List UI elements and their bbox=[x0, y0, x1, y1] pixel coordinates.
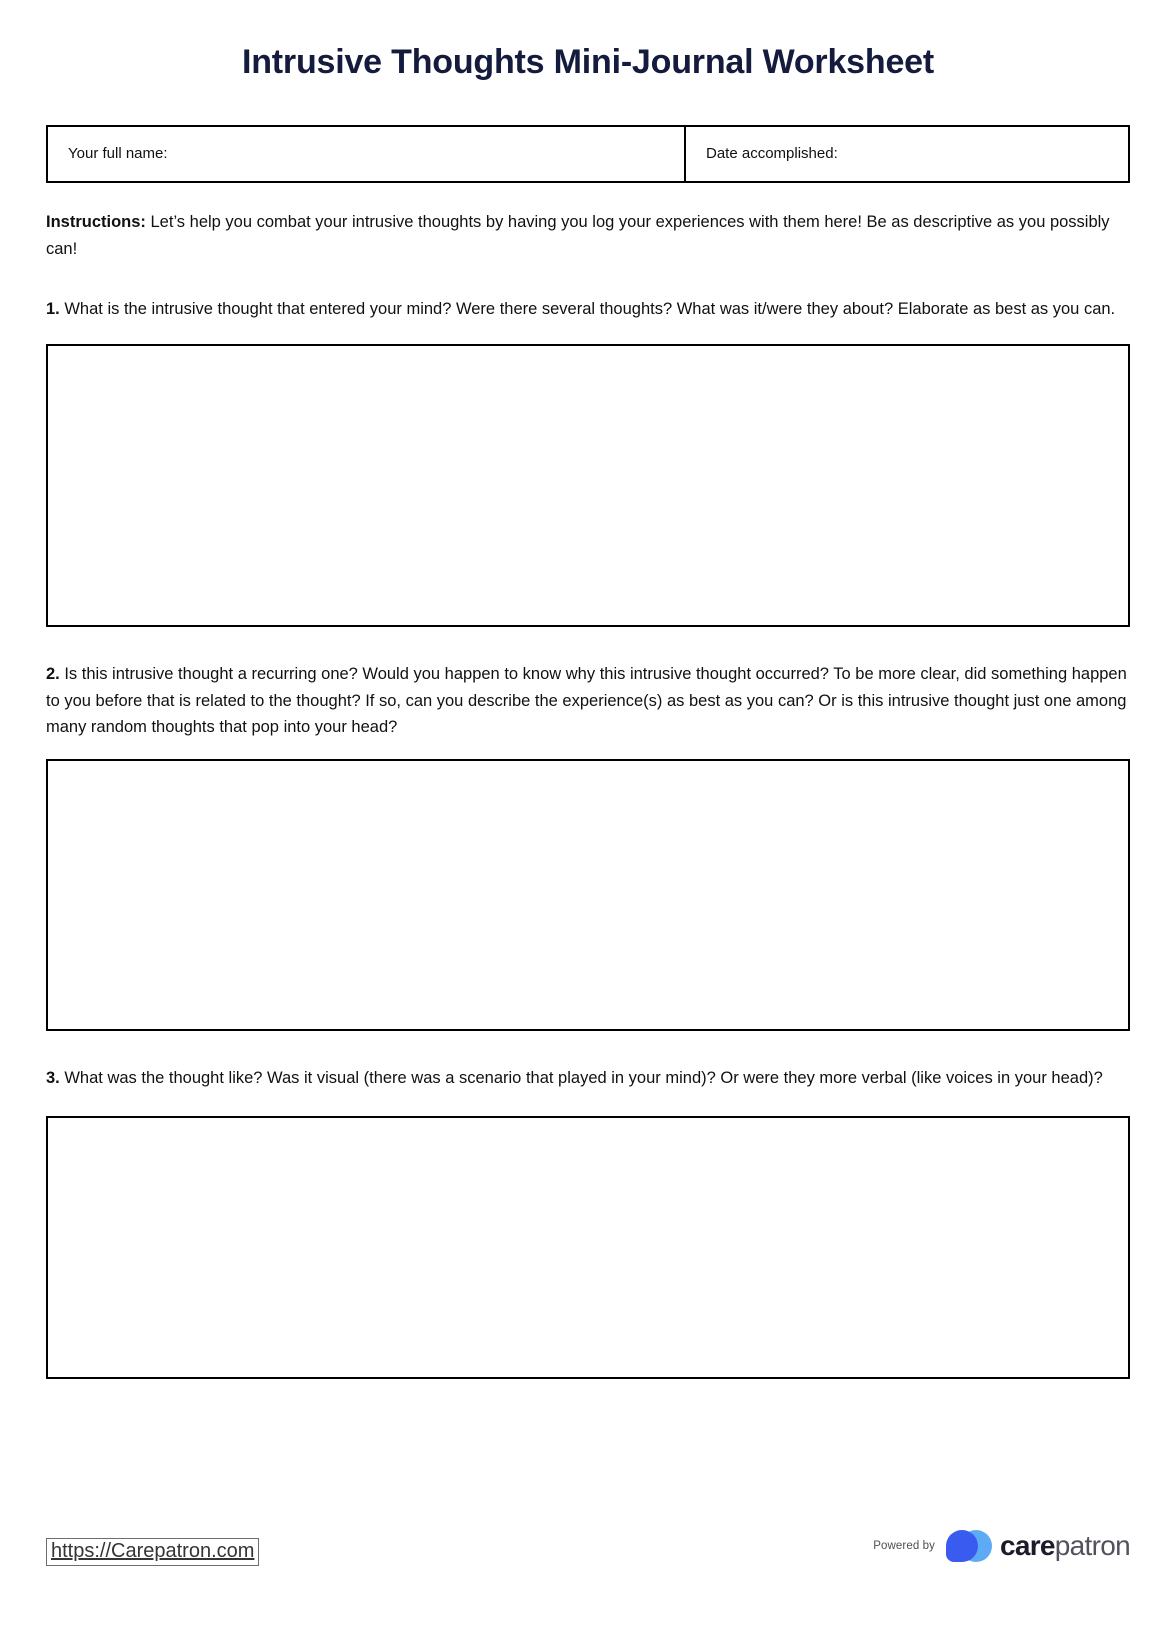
brand-block bbox=[873, 1530, 1130, 1562]
logo-blob-dark bbox=[946, 1530, 978, 1562]
instructions-label: Instructions: bbox=[46, 212, 146, 231]
carepatron-logo-icon bbox=[946, 1530, 992, 1562]
full-name-field-cell[interactable] bbox=[48, 127, 686, 181]
wordmark-patron: patron bbox=[1054, 1530, 1130, 1561]
question-2 bbox=[46, 661, 1130, 741]
carepatron-wordmark bbox=[1000, 1532, 1130, 1560]
full-name-label: Your full name: bbox=[68, 145, 168, 163]
question-3 bbox=[46, 1065, 1130, 1092]
question-3-text: What was the thought like? Was it visual (there was a scenario that played in your mind)? Or were they more verbal (like voices in your head)? bbox=[59, 1069, 1103, 1088]
header-fields-table bbox=[46, 125, 1130, 183]
question-2-number: 2. bbox=[46, 664, 60, 683]
instructions-text: Let’s help you combat your intrusive thoughts by having you log your experiences with them here! Be as descriptive as you possibly can! bbox=[46, 212, 1110, 258]
wordmark-care: care bbox=[999, 1530, 1055, 1561]
carepatron-logo bbox=[946, 1530, 1130, 1562]
powered-by-label: Powered by bbox=[873, 1540, 935, 1552]
question-2-text: Is this intrusive thought a recurring one? Would you happen to know why this intrusive thought occurred? To be more clear, did something happen to you before that is related to the thought? If so, can you describe the experience(s) as best as you can? Or is this intrusive thought just one among many random thoughts that pop into your head? bbox=[46, 664, 1127, 737]
date-accomplished-field-cell[interactable] bbox=[686, 127, 1128, 181]
question-1 bbox=[46, 296, 1130, 323]
question-1-number: 1. bbox=[46, 300, 60, 319]
question-3-number: 3. bbox=[46, 1069, 60, 1088]
question-1-text: What is the intrusive thought that entered your mind? Were there several thoughts? What was it/were they about? Elaborate as best as you can. bbox=[59, 300, 1116, 319]
answer-box-1[interactable] bbox=[46, 344, 1130, 627]
instructions-paragraph bbox=[46, 209, 1130, 262]
date-accomplished-label: Date accomplished: bbox=[706, 145, 838, 163]
carepatron-url-link[interactable]: https://Carepatron.com bbox=[46, 1538, 259, 1566]
page-title: Intrusive Thoughts Mini-Journal Worksheet bbox=[241, 43, 934, 81]
answer-box-3[interactable] bbox=[46, 1116, 1130, 1379]
page-footer bbox=[46, 1520, 1130, 1566]
answer-box-2[interactable] bbox=[46, 759, 1130, 1031]
